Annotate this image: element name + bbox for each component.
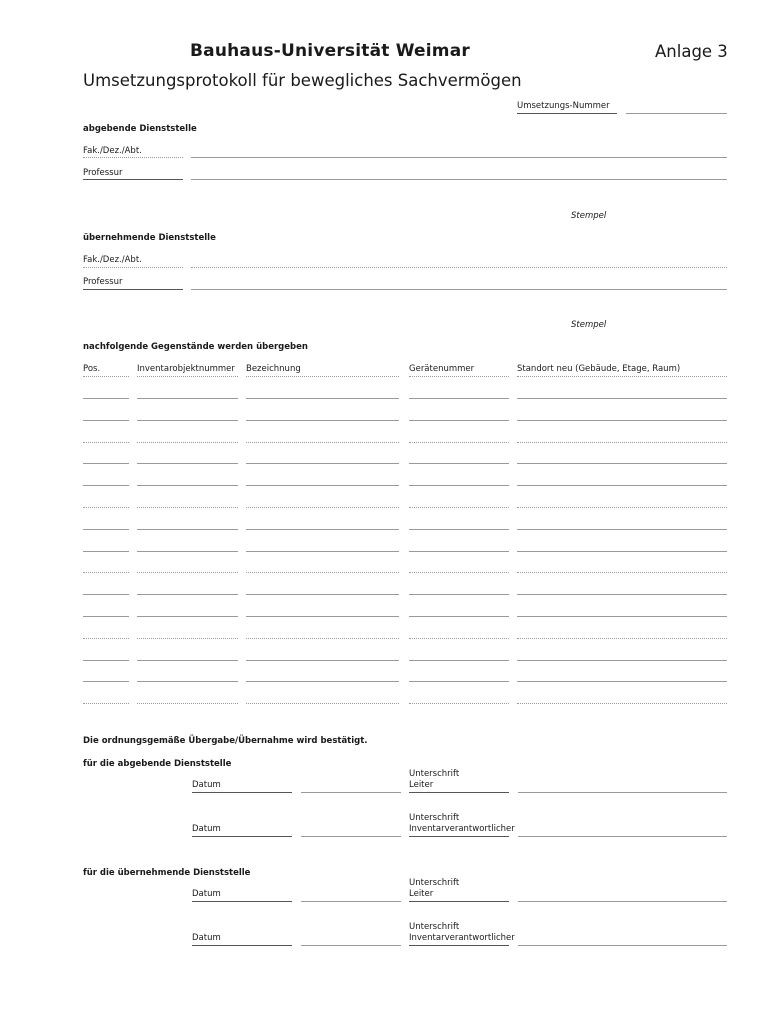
table-cell[interactable] bbox=[83, 507, 129, 508]
table-cell[interactable] bbox=[246, 660, 399, 661]
date-label: Datum bbox=[192, 780, 221, 790]
abgebend-fak-field[interactable] bbox=[191, 157, 727, 158]
signature-role: Leiter bbox=[409, 889, 434, 899]
table-cell[interactable] bbox=[409, 485, 509, 486]
table-cell[interactable] bbox=[246, 551, 399, 552]
table-cell[interactable] bbox=[246, 420, 399, 421]
table-cell[interactable] bbox=[83, 420, 129, 421]
table-cell[interactable] bbox=[409, 398, 509, 399]
table-cell[interactable] bbox=[517, 638, 727, 639]
table-cell[interactable] bbox=[83, 660, 129, 661]
date-label: Datum bbox=[192, 824, 221, 834]
table-cell[interactable] bbox=[517, 681, 727, 682]
table-cell[interactable] bbox=[137, 463, 238, 464]
table-cell[interactable] bbox=[409, 572, 509, 573]
university-name: Bauhaus-Universität Weimar bbox=[190, 41, 470, 61]
table-cell[interactable] bbox=[409, 703, 509, 704]
section-heading: für die abgebende Dienststelle bbox=[83, 759, 232, 769]
signature-role: Leiter bbox=[409, 780, 434, 790]
signature-role-rule bbox=[409, 901, 509, 902]
table-cell[interactable] bbox=[409, 616, 509, 617]
table-cell[interactable] bbox=[246, 442, 399, 443]
table-cell[interactable] bbox=[137, 529, 238, 530]
table-cell[interactable] bbox=[137, 660, 238, 661]
table-cell[interactable] bbox=[137, 681, 238, 682]
signature-field[interactable] bbox=[518, 945, 727, 946]
table-cell[interactable] bbox=[517, 594, 727, 595]
attachment-label: Anlage 3 bbox=[655, 42, 728, 61]
column-header-rule bbox=[83, 376, 129, 377]
table-cell[interactable] bbox=[409, 551, 509, 552]
date-label-rule bbox=[192, 792, 292, 793]
uebernehmend-fak-field[interactable] bbox=[191, 267, 727, 268]
table-cell[interactable] bbox=[517, 703, 727, 704]
date-label-rule bbox=[192, 901, 292, 902]
table-cell[interactable] bbox=[83, 594, 129, 595]
uebernehmend-heading: übernehmende Dienststelle bbox=[83, 233, 216, 243]
signature-field[interactable] bbox=[518, 836, 727, 837]
table-cell[interactable] bbox=[246, 485, 399, 486]
signature-label: Unterschrift bbox=[409, 922, 460, 932]
umsetzungs-nummer-label: Umsetzungs-Nummer bbox=[517, 101, 610, 111]
signature-field[interactable] bbox=[518, 792, 727, 793]
signature-role-rule bbox=[409, 945, 509, 946]
table-cell[interactable] bbox=[517, 616, 727, 617]
uebernehmend-professur-label: Professur bbox=[83, 277, 123, 287]
uebernehmend-fak-label: Fak./Dez./Abt. bbox=[83, 255, 142, 265]
table-cell[interactable] bbox=[517, 572, 727, 573]
abgebend-professur-label: Professur bbox=[83, 168, 123, 178]
table-cell[interactable] bbox=[517, 463, 727, 464]
table-cell[interactable] bbox=[137, 551, 238, 552]
column-header-rule bbox=[246, 376, 399, 377]
uebernehmend-professur-label-rule bbox=[83, 289, 183, 290]
abgebend-professur-label-rule bbox=[83, 179, 183, 180]
table-cell[interactable] bbox=[409, 529, 509, 530]
signature-label: Unterschrift bbox=[409, 769, 460, 779]
column-header: Gerätenummer bbox=[409, 364, 475, 374]
table-cell[interactable] bbox=[137, 638, 238, 639]
items-heading: nachfolgende Gegenstände werden übergeben bbox=[83, 342, 308, 352]
signature-field[interactable] bbox=[518, 901, 727, 902]
table-cell[interactable] bbox=[409, 638, 509, 639]
abgebend-heading: abgebende Dienststelle bbox=[83, 124, 197, 134]
table-cell[interactable] bbox=[517, 485, 727, 486]
table-cell[interactable] bbox=[517, 551, 727, 552]
date-field[interactable] bbox=[301, 945, 401, 946]
table-cell[interactable] bbox=[83, 638, 129, 639]
column-header: Pos. bbox=[83, 364, 101, 374]
signature-role-rule bbox=[409, 836, 509, 837]
table-cell[interactable] bbox=[83, 442, 129, 443]
table-cell[interactable] bbox=[137, 398, 238, 399]
table-cell[interactable] bbox=[409, 681, 509, 682]
table-cell[interactable] bbox=[246, 507, 399, 508]
table-cell[interactable] bbox=[409, 463, 509, 464]
date-field[interactable] bbox=[301, 792, 401, 793]
confirmation-statement: Die ordnungsgemäße Übergabe/Übernahme wird bestätigt. bbox=[83, 736, 368, 746]
section-heading: für die übernehmende Dienststelle bbox=[83, 868, 251, 878]
form-title: Umsetzungsprotokoll für bewegliches Sachvermögen bbox=[83, 71, 522, 90]
table-cell[interactable] bbox=[246, 616, 399, 617]
date-label-rule bbox=[192, 836, 292, 837]
table-cell[interactable] bbox=[83, 398, 129, 399]
table-cell[interactable] bbox=[517, 442, 727, 443]
table-cell[interactable] bbox=[517, 507, 727, 508]
abgebend-stempel: Stempel bbox=[571, 211, 607, 221]
column-header: Bezeichnung bbox=[246, 364, 301, 374]
table-cell[interactable] bbox=[246, 463, 399, 464]
date-label: Datum bbox=[192, 889, 221, 899]
table-cell[interactable] bbox=[83, 551, 129, 552]
table-cell[interactable] bbox=[246, 529, 399, 530]
abgebend-fak-label-rule bbox=[83, 157, 183, 158]
umsetzungs-nummer-label-rule bbox=[517, 113, 617, 114]
table-cell[interactable] bbox=[517, 398, 727, 399]
table-cell[interactable] bbox=[83, 681, 129, 682]
uebernehmend-fak-label-rule bbox=[83, 267, 183, 268]
date-field[interactable] bbox=[301, 836, 401, 837]
table-cell[interactable] bbox=[409, 507, 509, 508]
column-header: Standort neu (Gebäude, Etage, Raum) bbox=[517, 364, 681, 374]
table-cell[interactable] bbox=[517, 420, 727, 421]
table-cell[interactable] bbox=[137, 703, 238, 704]
column-header-rule bbox=[517, 376, 727, 377]
table-cell[interactable] bbox=[137, 572, 238, 573]
signature-role: Inventarverantwortlicher bbox=[409, 933, 515, 943]
signature-role-rule bbox=[409, 792, 509, 793]
signature-label: Unterschrift bbox=[409, 813, 460, 823]
abgebend-fak-label: Fak./Dez./Abt. bbox=[83, 146, 142, 156]
table-cell[interactable] bbox=[246, 703, 399, 704]
table-cell[interactable] bbox=[246, 638, 399, 639]
uebernehmend-stempel: Stempel bbox=[571, 320, 607, 330]
table-cell[interactable] bbox=[137, 420, 238, 421]
signature-role: Inventarverantwortlicher bbox=[409, 824, 515, 834]
table-cell[interactable] bbox=[137, 616, 238, 617]
table-cell[interactable] bbox=[137, 442, 238, 443]
table-cell[interactable] bbox=[137, 485, 238, 486]
table-cell[interactable] bbox=[83, 463, 129, 464]
table-cell[interactable] bbox=[246, 398, 399, 399]
table-cell[interactable] bbox=[517, 660, 727, 661]
abgebend-professur-field[interactable] bbox=[191, 179, 727, 180]
column-header-rule bbox=[409, 376, 509, 377]
column-header-rule bbox=[137, 376, 238, 377]
table-cell[interactable] bbox=[83, 616, 129, 617]
date-label: Datum bbox=[192, 933, 221, 943]
table-cell[interactable] bbox=[137, 594, 238, 595]
table-cell[interactable] bbox=[83, 485, 129, 486]
table-cell[interactable] bbox=[409, 442, 509, 443]
umsetzungs-nummer-field[interactable] bbox=[626, 113, 727, 114]
table-cell[interactable] bbox=[137, 507, 238, 508]
table-cell[interactable] bbox=[409, 420, 509, 421]
table-cell[interactable] bbox=[409, 594, 509, 595]
table-cell[interactable] bbox=[246, 681, 399, 682]
date-label-rule bbox=[192, 945, 292, 946]
uebernehmend-professur-field[interactable] bbox=[191, 289, 727, 290]
table-cell[interactable] bbox=[83, 572, 129, 573]
table-cell[interactable] bbox=[246, 594, 399, 595]
column-header: Inventarobjektnummer bbox=[137, 364, 235, 374]
signature-label: Unterschrift bbox=[409, 878, 460, 888]
date-field[interactable] bbox=[301, 901, 401, 902]
table-cell[interactable] bbox=[517, 529, 727, 530]
table-cell[interactable] bbox=[83, 703, 129, 704]
table-cell[interactable] bbox=[83, 529, 129, 530]
table-cell[interactable] bbox=[409, 660, 509, 661]
table-cell[interactable] bbox=[246, 572, 399, 573]
